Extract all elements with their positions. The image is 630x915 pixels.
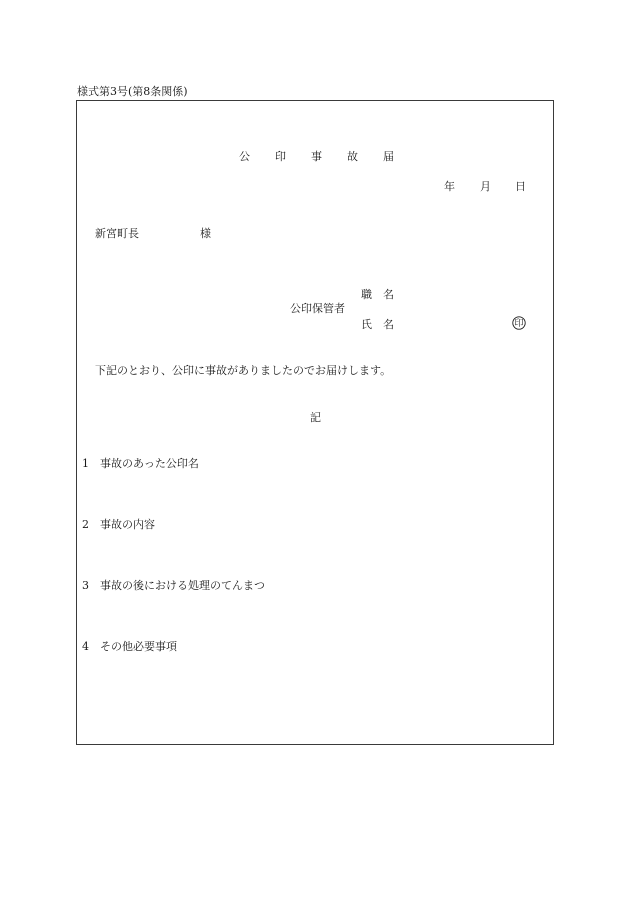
seal-icon: [512, 316, 526, 330]
item-number: 3: [82, 579, 89, 592]
item-number: 4: [82, 640, 89, 653]
item-number: 1: [82, 457, 89, 470]
addressee-honorific: 様: [200, 227, 211, 240]
item-number: 2: [82, 518, 89, 531]
applicant-role: 公印保管者: [290, 302, 345, 315]
seal-glyph: 印: [514, 319, 524, 330]
date-month: 月: [480, 180, 491, 193]
title-char: 故: [347, 150, 358, 163]
item-label: 事故の内容: [100, 518, 155, 531]
title-char: 届: [383, 150, 394, 163]
statement: 下記のとおり、公印に事故がありましたのでお届けします。: [95, 364, 392, 377]
item-label: 事故のあった公印名: [100, 457, 199, 470]
applicant-name-label: 氏 名: [361, 318, 394, 331]
date-year: 年: [444, 180, 455, 193]
ki-heading: 記: [310, 411, 321, 424]
title-char: 印: [275, 150, 286, 163]
form-label: 様式第3号(第8条関係): [77, 85, 188, 98]
title-char: 公: [239, 150, 250, 163]
item-label: 事故の後における処理のてんまつ: [100, 579, 265, 592]
addressee-name: 新宮町長: [95, 227, 139, 240]
applicant-title-label: 職 名: [361, 288, 394, 301]
title-char: 事: [311, 150, 322, 163]
item-label: その他必要事項: [100, 640, 177, 653]
date-day: 日: [515, 180, 526, 193]
